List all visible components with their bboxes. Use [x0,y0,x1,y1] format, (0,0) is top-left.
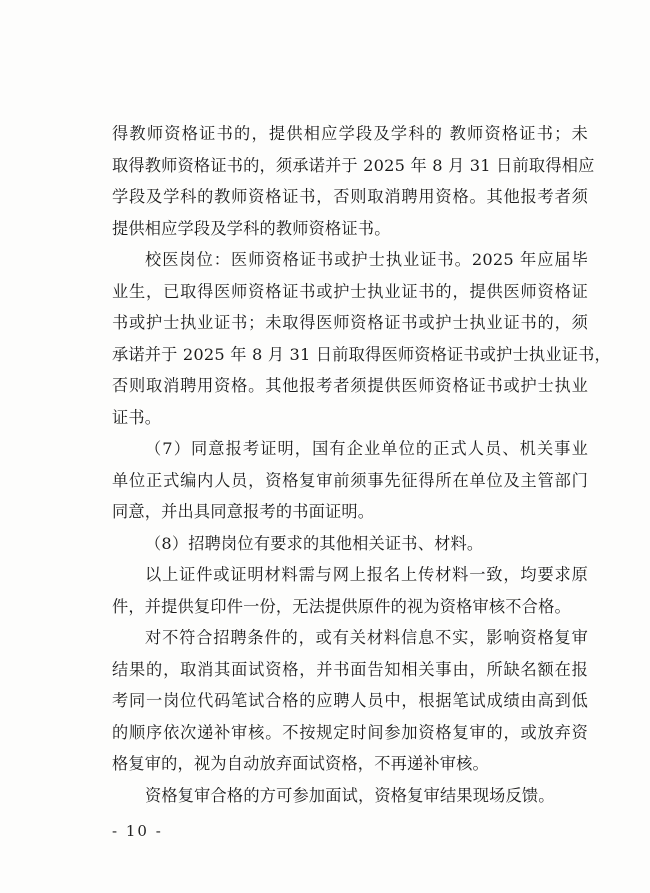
text-line: 资格复审合格的方可参加面试，资格复审结果现场反馈。 [145,785,555,805]
text-line: 以上证件或证明材料需与网上报名上传材料一致，均要求原 [145,565,588,584]
text-line: 业生，已取得医师资格证书或护士执业证书的，提供医师资格证 [112,281,588,301]
text-line: 格复审的，视为自动放弃面试资格，不再递补审核。 [112,754,489,773]
text-line: 同意，并出具同意报考的书面证明。 [112,502,375,521]
text-line: 对不符合招聘条件的，或有关材料信息不实，影响资格复审 [145,628,588,647]
document-body [112,118,611,811]
page-number: - 10 - [112,822,163,840]
text-line: 单位正式编内人员，资格复审前须事先征得所在单位及主管部门 [112,470,588,490]
text-line: 的顺序依次递补审核。不按规定时间参加资格复审的，或放弃资 [112,722,588,742]
text-line: 校医岗位：医师资格证书或护士执业证书。2025 年应届毕 [145,250,588,269]
text-line: 提供相应学段及学科的教师资格证书。 [112,218,391,238]
text-line: 书或护士执业证书；未取得医师资格证书或护士执业证书的，须 [112,313,588,332]
text-line: 考同一岗位代码笔试合格的应聘人员中，根据笔试成绩由高到低 [112,691,588,710]
text-line: 否则取消聘用资格。其他报考者须提供医师资格证书或护士执业 [112,376,588,395]
text-line: 结果的，取消其面试资格，并书面告知相关事由，所缺名额在报 [112,659,588,679]
text-line: 件，并提供复印件一份，无法提供原件的视为资格审核不合格。 [112,596,571,616]
text-line: 取得教师资格证书的，须承诺并于 2025 年 8 月 31 日前取得相应 [112,155,595,175]
text-line: （8）招聘岗位有要求的其他相关证书、材料。 [145,533,484,553]
text-line: 证书。 [112,407,162,427]
text-line: 承诺并于 2025 年 8 月 31 日前取得医师资格证书或护士执业证书， [112,344,611,364]
text-line: 学段及学科的教师资格证书，否则取消聘用资格。其他报考者须 [112,187,588,206]
text-line: 得教师资格证书的，提供相应学段及学科的 教师资格证书；未 [112,124,588,143]
text-line: （7）同意报考证明，国有企业单位的正式人员、机关事业 [145,439,588,458]
